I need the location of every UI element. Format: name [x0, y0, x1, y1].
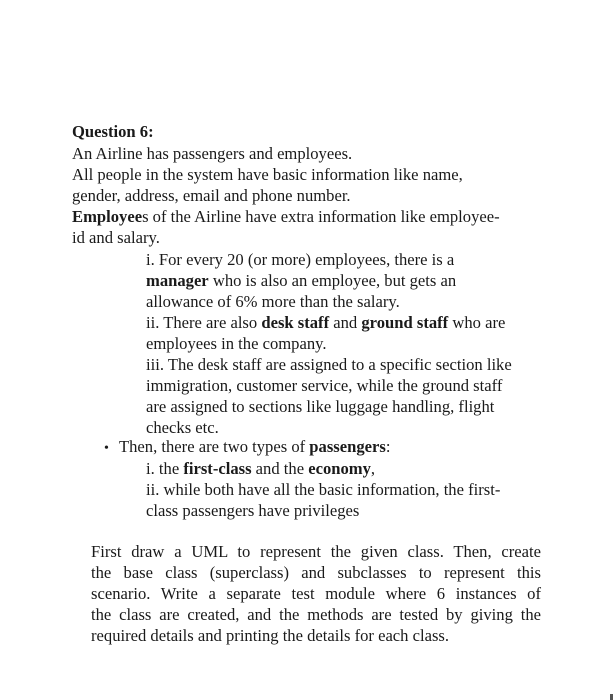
- employees-bold: Employee: [72, 207, 143, 226]
- first-class-bold: first-class: [183, 459, 252, 478]
- item-iii-line1: iii. The desk staff are assigned to a specific section like: [146, 355, 512, 374]
- item-ii-suffix: who are: [448, 313, 506, 332]
- passengers-suffix: :: [385, 437, 391, 456]
- desk-staff-bold: desk staff: [261, 313, 330, 332]
- question-title: Question 6:: [72, 122, 154, 141]
- task-line: required details and printing the details for each class.: [91, 626, 450, 645]
- task-paragraph: [91, 541, 541, 646]
- item-iii-line2: immigration, customer service, while the ground staff: [146, 376, 503, 395]
- employees-rest: s of the Airline have extra information like employee-: [142, 207, 500, 226]
- item-iii-line4: checks etc.: [146, 418, 219, 437]
- passenger-items-list: [146, 458, 546, 521]
- employees-line: [72, 206, 552, 227]
- employee-items-list: [146, 249, 546, 438]
- item-i-line2: [146, 270, 546, 291]
- passenger-item-i: [146, 458, 546, 479]
- passenger-i-suffix: ,: [370, 459, 376, 478]
- item-ii-line2: employees in the company.: [146, 334, 327, 353]
- item-i-line2-rest: who is also an employee, but gets an: [208, 271, 457, 290]
- task-line: the base class (superclass) and subclasses to represent this: [91, 563, 541, 582]
- passengers-bullet-line: [104, 436, 390, 459]
- passengers-prefix: Then, there are two types of: [119, 437, 310, 456]
- ground-staff-bold: ground staff: [361, 313, 449, 332]
- manager-bold: manager: [146, 271, 209, 290]
- passenger-item-ii-line2: class passengers have privileges: [146, 501, 360, 520]
- employees-line-2: id and salary.: [72, 228, 160, 247]
- item-iii-line3: are assigned to sections like luggage handling, flight: [146, 397, 495, 416]
- intro-line: All people in the system have basic information like name,: [72, 165, 463, 184]
- item-ii-and: and: [329, 313, 362, 332]
- passenger-item-ii-line1: ii. while both have all the basic information, the first-: [146, 480, 501, 499]
- passengers-bold: passengers: [309, 437, 386, 456]
- task-line: First draw a UML to represent the given class. Then, create: [91, 542, 541, 561]
- task-line: the class are created, and the methods are tested by giving the: [91, 605, 541, 624]
- item-i-line3: allowance of 6% more than the salary.: [146, 292, 400, 311]
- intro-line: gender, address, email and phone number.: [72, 186, 351, 205]
- item-ii-line1: [146, 312, 546, 333]
- bullet-icon: •: [104, 441, 109, 456]
- question-intro: [72, 143, 552, 248]
- passenger-i-prefix: i. the: [146, 459, 184, 478]
- passenger-i-and: and the: [251, 459, 309, 478]
- intro-line: An Airline has passengers and employees.: [72, 144, 353, 163]
- item-ii-prefix: ii. There are also: [146, 313, 262, 332]
- item-i-line1: i. For every 20 (or more) employees, there is a: [146, 250, 455, 269]
- economy-bold: economy: [308, 459, 371, 478]
- task-line: scenario. Write a separate test module where 6 instances of: [91, 584, 541, 603]
